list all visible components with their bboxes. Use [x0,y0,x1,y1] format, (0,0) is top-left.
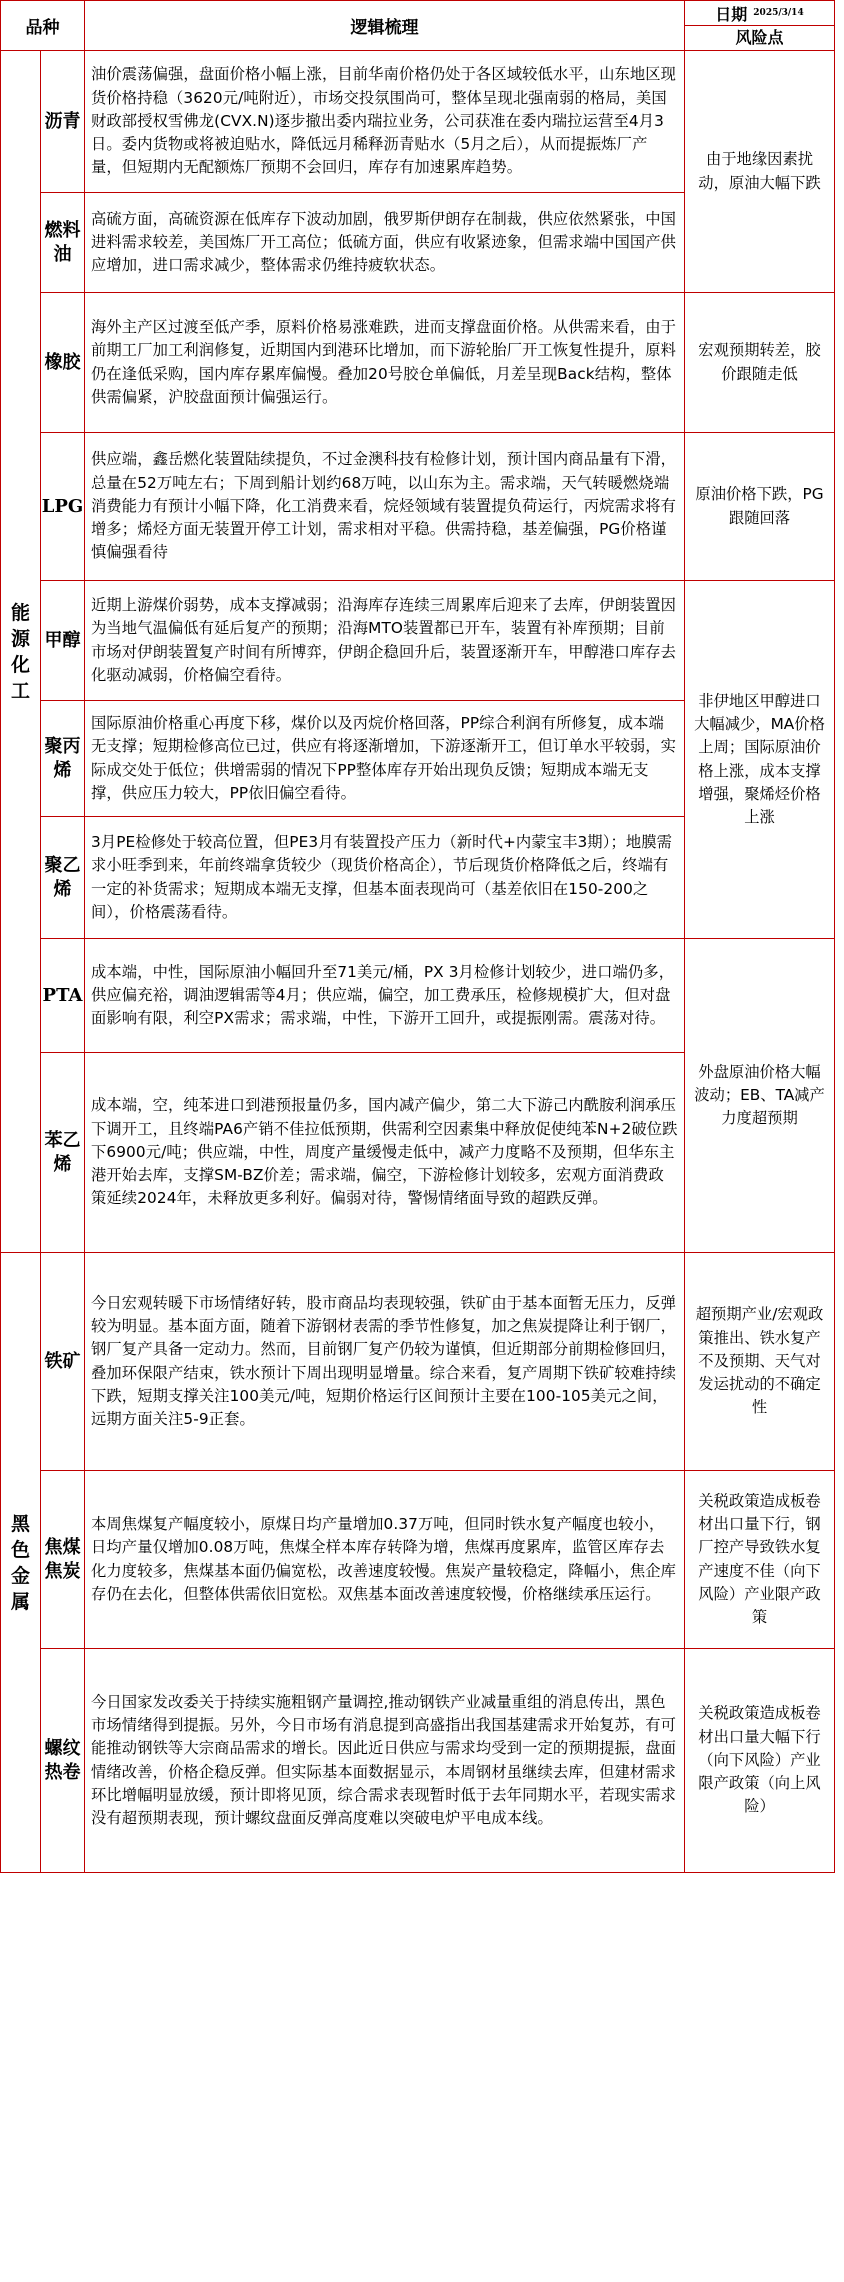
product-fuel-oil: 燃料油 [41,193,85,293]
category-char: 黑 [10,1512,30,1535]
logic-rubber: 海外主产区过渡至低产季，原料价格易涨难跌，进而支撑盘面价格。从供需来看，由于前期工厂加工利润修复，近期国内到港环比增加，而下游轮胎厂开工恢复性提升，原料仍在逢低采购，国内库存累库偏慢。叠加20号胶仓单偏低，月差呈现Back结构，整体供需偏紧，沪胶盘面预计偏强运行。 [85,293,685,433]
category-char: 源 [10,627,30,650]
logic-header: 逻辑梳理 [85,1,685,51]
product-iron-ore: 铁矿 [41,1253,85,1471]
product-asphalt: 沥青 [41,51,85,193]
logic-asphalt: 油价震荡偏强，盘面价格小幅上涨，目前华南价格仍处于各区域较低水平，山东地区现货价格持稳（3620元/吨附近），市场交投氛围尚可，整体呈现北强南弱的格局，美国财政部授权雪佛龙(CVX.N)逐步撤出委内瑞拉业务，公司获准在委内瑞拉运营至4月3日。委内货物或将被迫贴水，降低远月稀释沥青贴水（5月之后），从而提振炼厂产量，但短期内无配额炼厂预期不会回归，库存有加速累库趋势。 [85,51,685,193]
product-rebar-hrc [41,1649,85,1873]
logic-styrene: 成本端，空，纯苯进口到港预报量仍多，国内减产偏少，第二大下游己内酰胺利润承压下调开工，且终端PA6产销不佳拉低预期，供需利空因素集中释放促使纯苯N+2破位跌下6900元/吨；供应端，中性，周度产量缓慢走低中，减产力度略不及预期，但华东主港开始去库，支撑SM-BZ价差；需求端，偏空，下游检修计划较多，宏观方面消费政策延续2024年，未释放更多利好。偏弱对待，警惕情绪面导致的超跌反弹。 [85,1053,685,1253]
logic-lpg: 供应端，鑫岳燃化装置陆续提负，不过金澳科技有检修计划，预计国内商品量有下滑，总量在52万吨左右；下周到船计划约68万吨，以山东为主。需求端，天气转暖燃烧端消费能力有预计小幅下降，化工消费来看，烷烃领域有装置提负荷运行，丙烷需求将有增多；烯烃方面无装置开停工计划，需求相对平稳。供需持稳，基差偏强，PG价格谨慎偏强看待 [85,433,685,581]
logic-pta: 成本端，中性，国际原油小幅回升至71美元/桶，PX 3月检修计划较少，进口端仍多，供应偏充裕，调油逻辑需等4月；供应端，偏空，加工费承压，检修规模扩大，但对盘面影响有限，利空PX需求；需求端，中性，下游开工回升，或提振刚需。震荡对待。 [85,939,685,1053]
category-char: 色 [10,1538,30,1561]
category-label [1,600,40,704]
product-rubber: 橡胶 [41,293,85,433]
product-lpg: LPG [41,433,85,581]
date-value: 2025/3/14 [753,8,804,18]
risk-pta-styrene: 外盘原油价格大幅波动；EB、TA减产力度超预期 [685,939,835,1253]
risk-iron-ore: 超预期产业/宏观政策推出、铁水复产不及预期、天气对发运扰动的不确定性 [685,1253,835,1471]
logic-pe: 3月PE检修处于较高位置，但PE3月有装置投产压力（新时代+内蒙宝丰3期）；地膜需求小旺季到来，年前终端拿货较少（现货价格高企），节后现货价格降低之后，终端有一定的补货需求；短期成本端无支撑，但基本面表现尚可（基差依旧在150-200之间），价格震荡看待。 [85,817,685,939]
product-name-part: 焦煤 [44,1536,81,1558]
product-pe: 聚乙烯 [41,817,85,939]
category-char: 化 [10,653,30,676]
product-pp: 聚丙烯 [41,701,85,817]
category-energy-chemical [1,51,41,1253]
risk-label: 风险点 [735,28,784,47]
risk-coking-coal: 关税政策造成板卷材出口量下行，钢厂控产导致铁水复产速度不佳（向下风险）产业限产政策 [685,1471,835,1649]
category-ferrous-metals [1,1253,41,1873]
product-name-part: 焦炭 [44,1560,81,1582]
category-char: 属 [10,1590,30,1613]
product-name-part: 热卷 [44,1761,81,1783]
risk-methanol-polyolefin: 非伊地区甲醇进口大幅减少，MA价格上周；国际原油价格上涨，成本支撑增强，聚烯烃价格上涨 [685,581,835,939]
risk-rebar-hrc: 关税政策造成板卷材出口量大幅下行（向下风险）产业限产政策（向上风险） [685,1649,835,1873]
logic-coking-coal: 本周焦煤复产幅度较小，原煤日均产量增加0.37万吨，但同时铁水复产幅度也较小，日均产量仅增加0.08万吨，焦煤全样本库存转降为增，焦煤再度累库，监管区库存去化力度较多，焦煤基本面仍偏宽松，改善速度较慢。焦炭产量较稳定，降幅小，焦企库存仍在去化，但整体供需依旧宽松。双焦基本面改善速度较慢，价格继续承压运行。 [85,1471,685,1649]
category-label [1,1511,40,1615]
product-methanol: 甲醇 [41,581,85,701]
logic-rebar-hrc: 今日国家发改委关于持续实施粗钢产量调控,推动钢铁产业减量重组的消息传出，黑色市场情绪得到提振。另外，今日市场有消息提到高盛指出我国基建需求开始复苏，有可能推动钢铁等大宗商品需求的增长。因此近日供应与需求均受到一定的预期提振，盘面情绪改善，价格企稳反弹。但实际基本面数据显示，本周钢材虽继续去库，但建材需求环比增幅明显放缓，预计即将见顶，综合需求表现暂时低于去年同期水平，若现实需求没有超预期表现，预计螺纹盘面反弹高度难以突破电炉平电成本线。 [85,1649,685,1873]
logic-pp: 国际原油价格重心再度下移，煤价以及丙烷价格回落，PP综合利润有所修复，成本端无支撑；短期检修高位已过，供应有将逐渐增加，下游逐渐开工，但订单水平较弱，实际成交处于低位；供增需弱的情况下PP整体库存开始出现负反馈；短期成本端无支撑，供应压力较大，PP依旧偏空看待。 [85,701,685,817]
logic-iron-ore: 今日宏观转暖下市场情绪好转，股市商品均表现较强，铁矿由于基本面暂无压力，反弹较为明显。基本面方面，随着下游钢材表需的季节性修复，加之焦炭提降让利于钢厂，钢厂复产具备一定动力。然而，目前钢厂复产仍较为谨慎，但近期部分前期检修回归，叠加环保限产结束，铁水预计下周出现明显增量。综合来看，复产周期下铁矿较难持续下跌，短期支撑关注100美元/吨，短期价格运行区间预计主要在100-105美元之间，远期方面关注5-9正套。 [85,1253,685,1471]
product-coking-coal [41,1471,85,1649]
category-char: 金 [10,1564,30,1587]
risk-lpg: 原油价格下跌，PG跟随回落 [685,433,835,581]
logic-methanol: 近期上游煤价弱势，成本支撑减弱；沿海库存连续三周累库后迎来了去库，伊朗装置因为当地气温偏低有延后复产的预期；沿海MTO装置都已开车，装置有补库预期；目前市场对伊朗装置复产时间有所博弈，伊朗企稳回升后，装置逐渐开车，甲醇港口库存去化驱动减弱，价格偏空看待。 [85,581,685,701]
date-risk-header [685,1,835,51]
date-label: 日期 [715,4,748,24]
risk-rubber: 宏观预期转差，胶价跟随走低 [685,293,835,433]
logic-fuel-oil: 高硫方面，高硫资源在低库存下波动加剧，俄罗斯伊朗存在制裁，供应依然紧张，中国进料需求较差，美国炼厂开工高位；低硫方面，供应有收紧迹象，但需求端中国国产供应增加，进口需求减少，整体需求仍维持疲软状态。 [85,193,685,293]
category-char: 工 [10,679,30,702]
category-char: 能 [10,601,30,624]
risk-asphalt-fuel: 由于地缘因素扰动，原油大幅下跌 [685,51,835,293]
product-pta: PTA [41,939,85,1053]
category-header: 品种 [1,1,85,51]
product-styrene: 苯乙烯 [41,1053,85,1253]
product-name-part: 螺纹 [44,1737,81,1759]
